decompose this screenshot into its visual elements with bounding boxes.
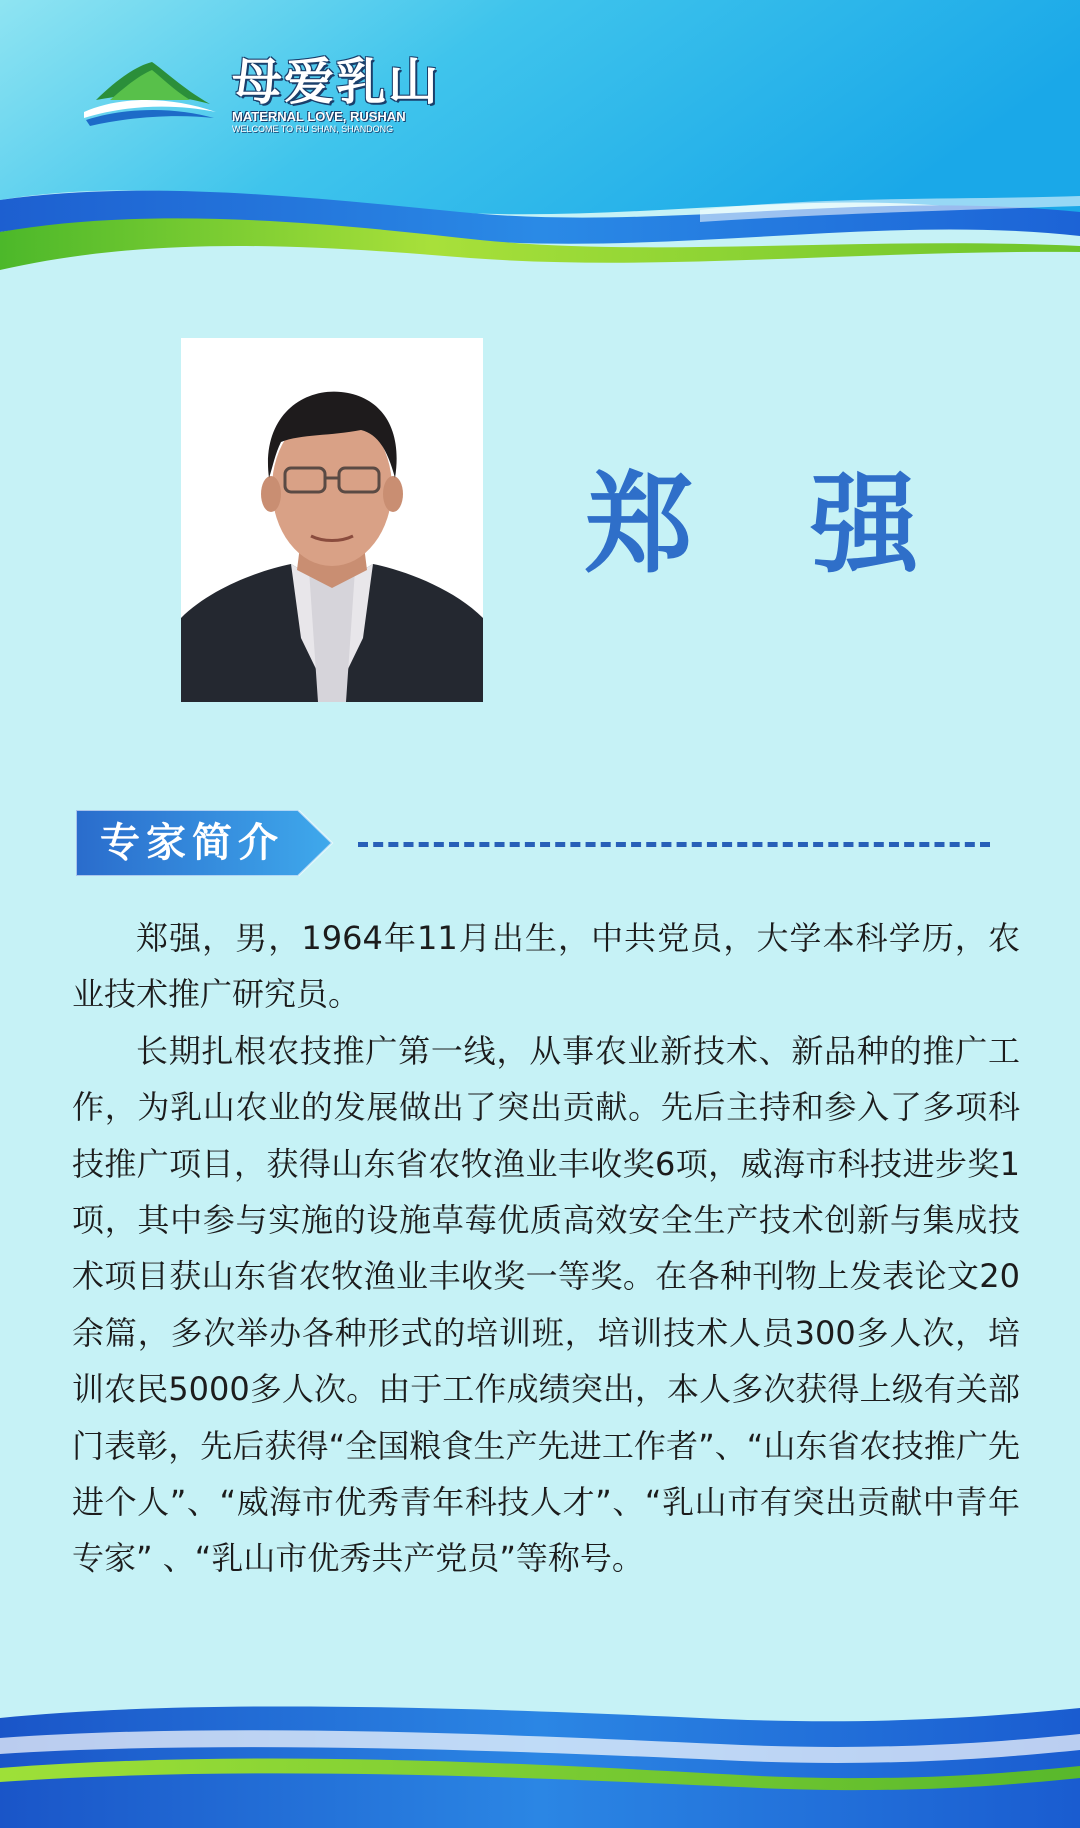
logo-subtitle: MATERNAL LOVE, RUSHAN xyxy=(232,109,406,124)
footer-background xyxy=(0,1678,1080,1828)
mountain-wave-logo-icon xyxy=(0,0,240,150)
portrait-photo xyxy=(181,338,483,702)
bio-paragraph-1: 郑强，男，1964年11月出生，中共党员，大学本科学历，农业技术推广研究员。 xyxy=(72,919,1020,1014)
logo-tagline: WELCOME TO RU SHAN, SHANDONG xyxy=(232,124,394,134)
bio-paragraph-2: 长期扎根农技推广第一线，从事农业新技术、新品种的推广工作，为乳山农业的发展做出了突出贡献。先后主持和参入了多项科技推广项目，获得山东省农牧渔业丰收奖6项，威海市科技进步奖1项，其中参与实施的设施草莓优质高效安全生产技术创新与集成技术项目获山东省农牧渔业丰收奖一等奖。在各种刊物上发表论文20余篇，多次举办各种形式的培训班，培训技术人员300多人次，培训农民5000多人次。由于工作成绩突出，本人多次获得上级有关部门表彰，先后获得“全国粮食生产先进工作者”、“山东省农技推广先进个人”、“威海市优秀青年科技人才”、“乳山市有突出贡献中青年专家” 、“乳山市优秀共产党员”等称号。 xyxy=(72,1031,1020,1578)
section-title: 专家简介 xyxy=(100,819,284,866)
section-header xyxy=(76,810,996,876)
section-divider xyxy=(358,842,990,847)
expert-name: 郑 强 xyxy=(585,462,959,588)
portrait-icon xyxy=(181,338,483,702)
logo xyxy=(232,52,440,135)
bio-text xyxy=(72,910,1020,1587)
logo-title: 母爱乳山 xyxy=(232,52,440,111)
